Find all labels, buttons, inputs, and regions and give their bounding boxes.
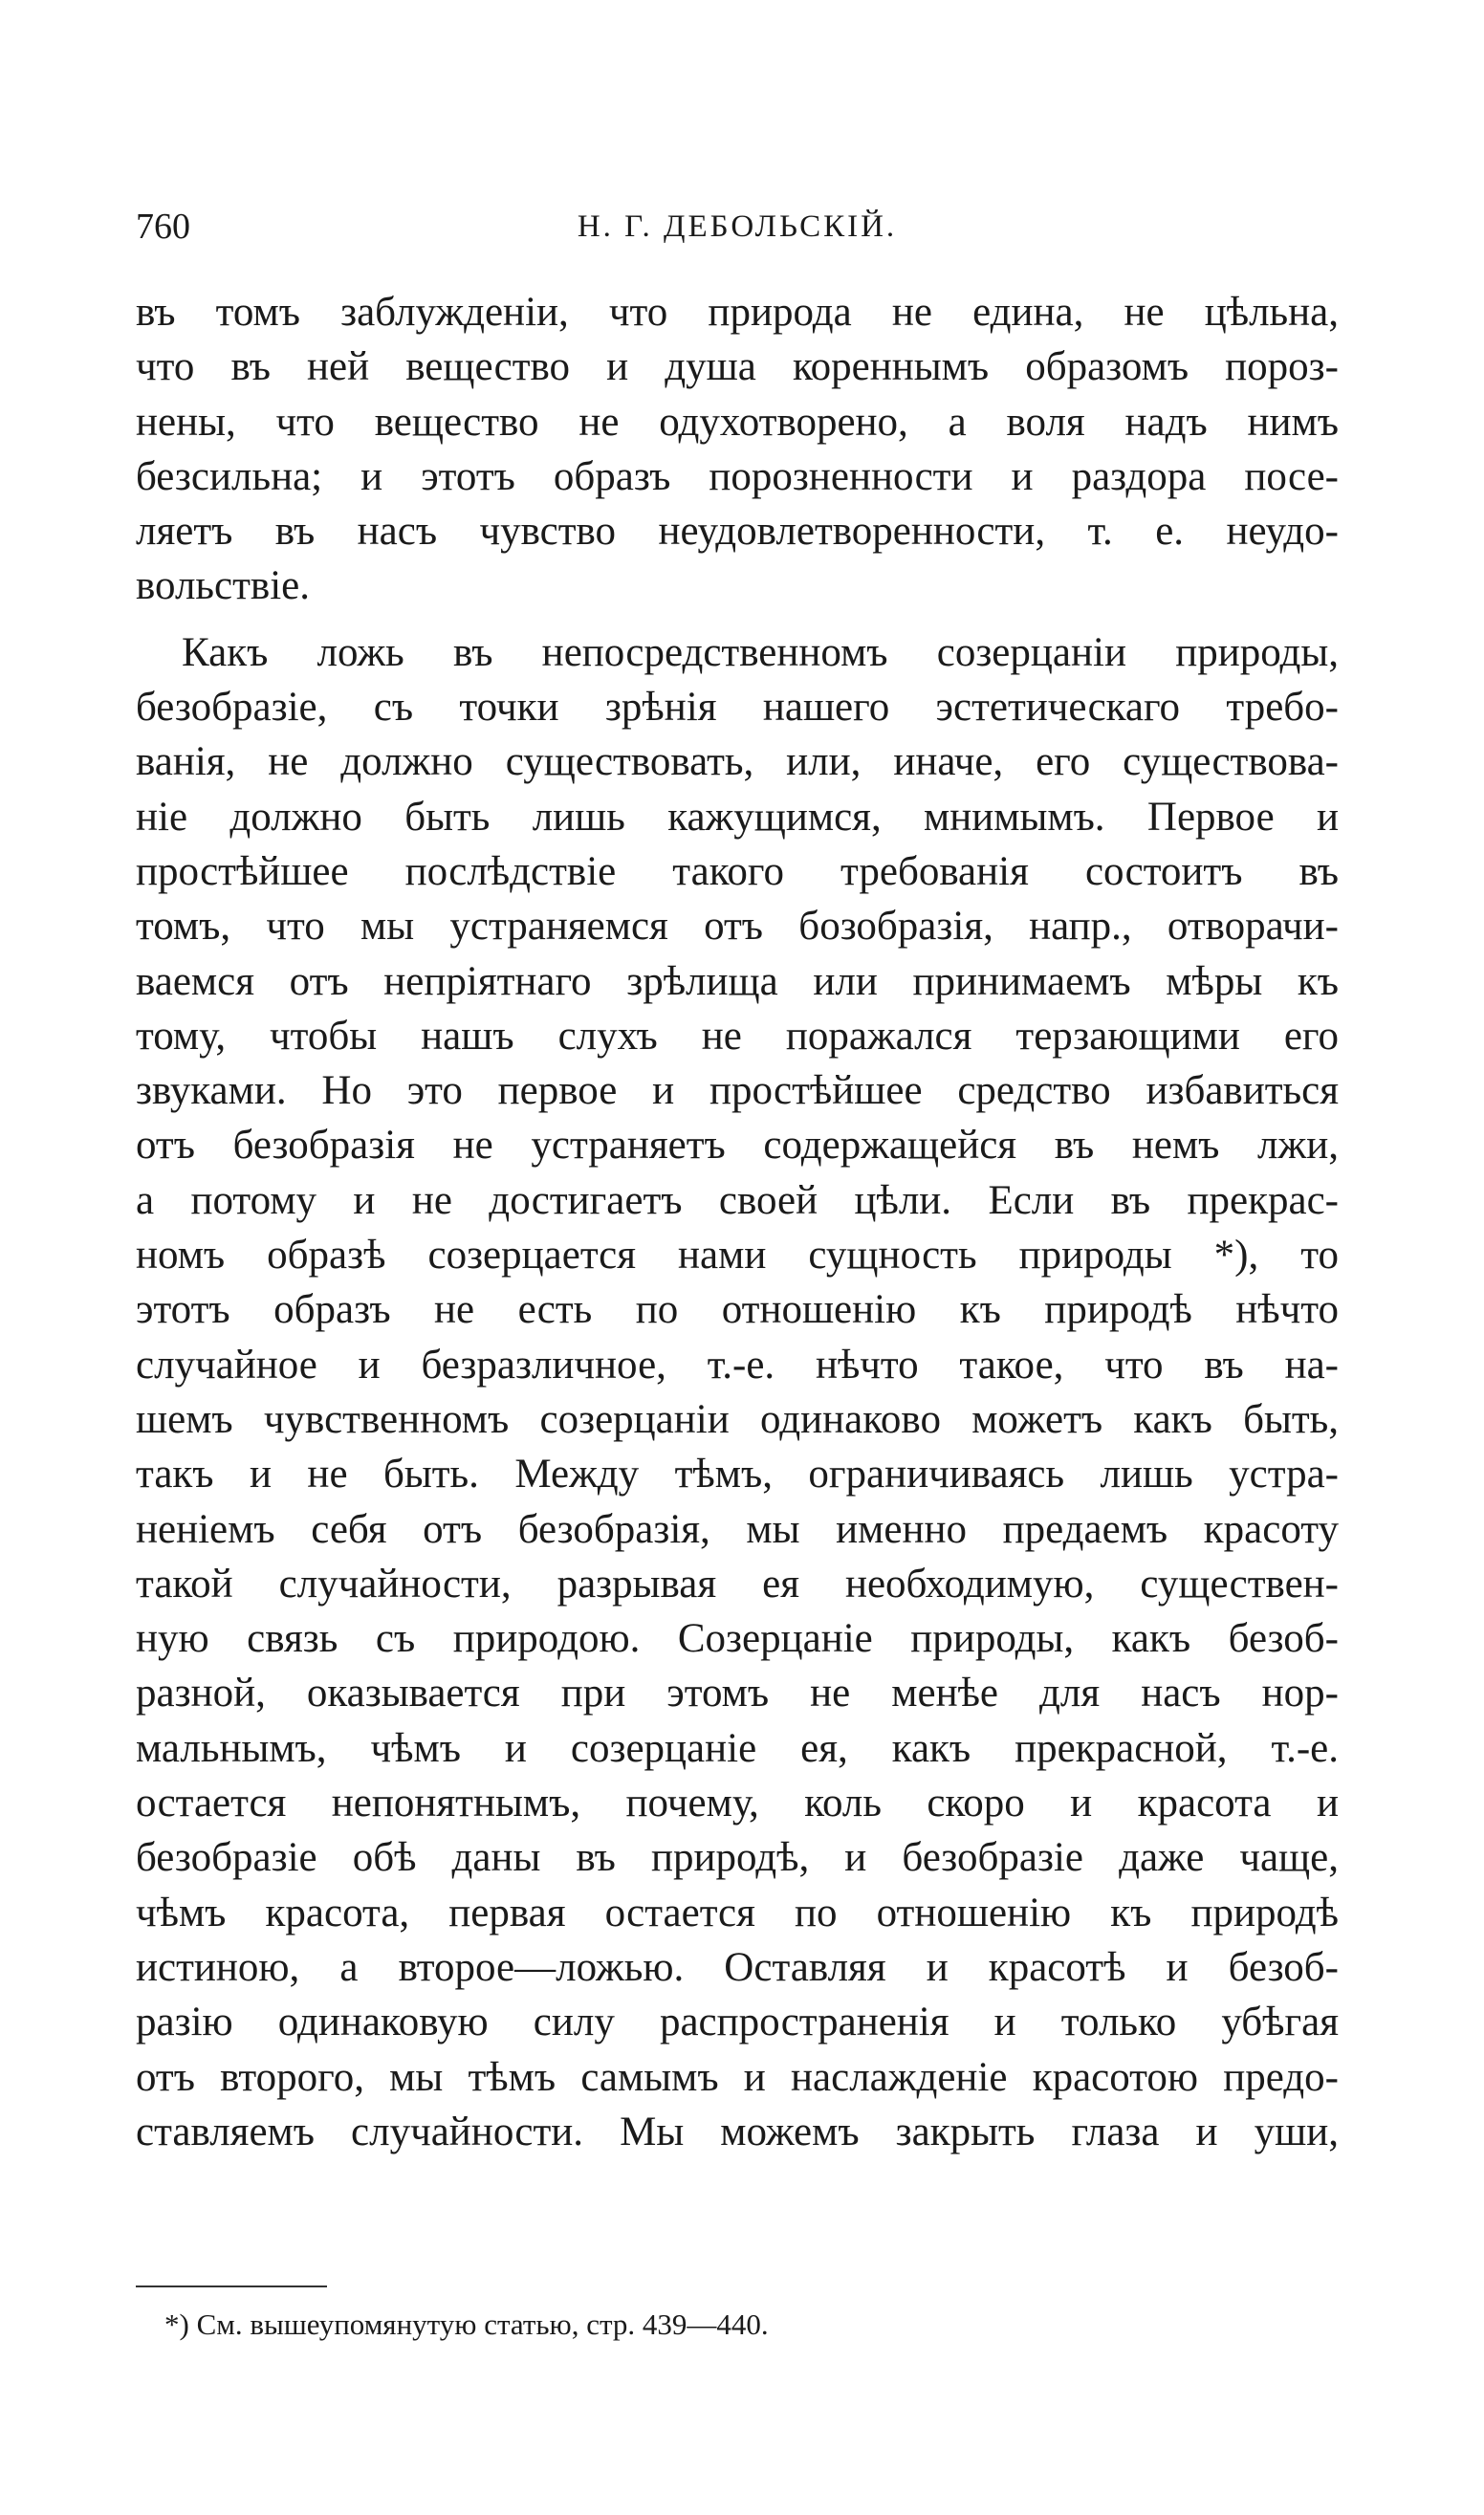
paragraph — [136, 625, 1339, 2159]
text-line: этотъ образъ не есть по отношенію къ природѣ нѣчто — [136, 1287, 1339, 1333]
text-line: такой случайности, разрывая ея необходимую, существен- — [136, 1561, 1339, 1607]
text-line: неніемъ себя отъ безобразія, мы именно предаемъ красоту — [136, 1506, 1339, 1552]
text-line: а потому и не достигаетъ своей цѣли. Если въ прекрас- — [136, 1177, 1339, 1223]
text-line: нены, что вещество не одухотворено, а воля надъ нимъ — [136, 399, 1339, 445]
text-line: томъ, что мы устраняемся отъ бозобразія, напр., отворачи- — [136, 904, 1339, 950]
text-line: ванія, не должно существовать, или, иначе, его существова- — [136, 739, 1339, 785]
text-line: мальнымъ, чѣмъ и созерцаніе ея, какъ прекрасной, т.-е. — [136, 1725, 1339, 1771]
text-line: въ томъ заблужденіи, что природа не едина, не цѣльна, — [136, 290, 1339, 335]
text-line: такъ и не быть. Между тѣмъ, ограничиваясь лишь устра- — [136, 1452, 1339, 1498]
text-line: чѣмъ красота, первая остается по отношенію къ природѣ — [136, 1890, 1339, 1935]
text-line: ставляемъ случайности. Мы можемъ закрыть глаза и уши, — [136, 2109, 1339, 2154]
page-header — [136, 203, 1339, 251]
text-line: разной, оказывается при этомъ не менѣе для насъ нор- — [136, 1671, 1339, 1717]
footnote: *) См. вышеупомянутую статью, стр. 439—440. — [164, 2307, 769, 2341]
text-line: отъ безобразія не устраняетъ содержащейся въ немъ лжи, — [136, 1123, 1339, 1169]
text-line: ваемся отъ непріятнаго зрѣлища или принимаемъ мѣры къ — [136, 958, 1339, 1004]
text-line: безобразіе, съ точки зрѣнія нашего эстетическаго требо- — [136, 685, 1339, 731]
text-line: шемъ чувственномъ созерцаніи одинаково можетъ какъ быть, — [136, 1396, 1339, 1442]
text-line: Какъ ложь въ непосредственномъ созерцаніи природы, — [182, 629, 1339, 675]
text-line: разію одинаковую силу распространенія и только убѣгая — [136, 2000, 1339, 2045]
text-line: остается непонятнымъ, почему, коль скоро и красота и — [136, 1781, 1339, 1826]
text-line: ную связь съ природою. Созерцаніе природы, какъ безоб- — [136, 1616, 1339, 1662]
text-line: безобразіе обѣ даны въ природѣ, и безобразіе даже чаще, — [136, 1835, 1339, 1881]
text-line: безсильна; и этотъ образъ порозненности и раздора посе- — [136, 453, 1339, 499]
text-line: случайное и безразличное, т.-е. нѣчто такое, что въ на- — [136, 1342, 1339, 1388]
text-line: истиною, а второе—ложью. Оставляя и красотѣ и безоб- — [136, 1944, 1339, 1990]
body-text — [136, 285, 1339, 2159]
text-line: ніе должно быть лишь кажущимся, мнимымъ. Первое и — [136, 794, 1339, 840]
running-head: Н. Г. ДЕБОЛЬСКІЙ. — [577, 209, 898, 244]
text-line: звуками. Но это первое и простѣйшее средство избавиться — [136, 1068, 1339, 1114]
text-line: вольствіе. — [136, 563, 310, 609]
text-line: ляетъ въ насъ чувство неудовлетворенности, т. е. неудо- — [136, 509, 1339, 555]
footnote-divider — [136, 2285, 327, 2287]
text-line: номъ образѣ созерцается нами сущность природы *), то — [136, 1233, 1339, 1279]
text-line: отъ второго, мы тѣмъ самымъ и наслажденіе красотою предо- — [136, 2054, 1339, 2100]
text-line: тому, чтобы нашъ слухъ не поражался терзающими его — [136, 1013, 1339, 1059]
paragraph — [136, 285, 1339, 614]
page-number: 760 — [136, 207, 190, 247]
text-line: что въ ней вещество и душа кореннымъ образомъ порoз- — [136, 344, 1339, 390]
text-line: простѣйшее послѣдствіе такого требованія состоитъ въ — [136, 848, 1339, 894]
